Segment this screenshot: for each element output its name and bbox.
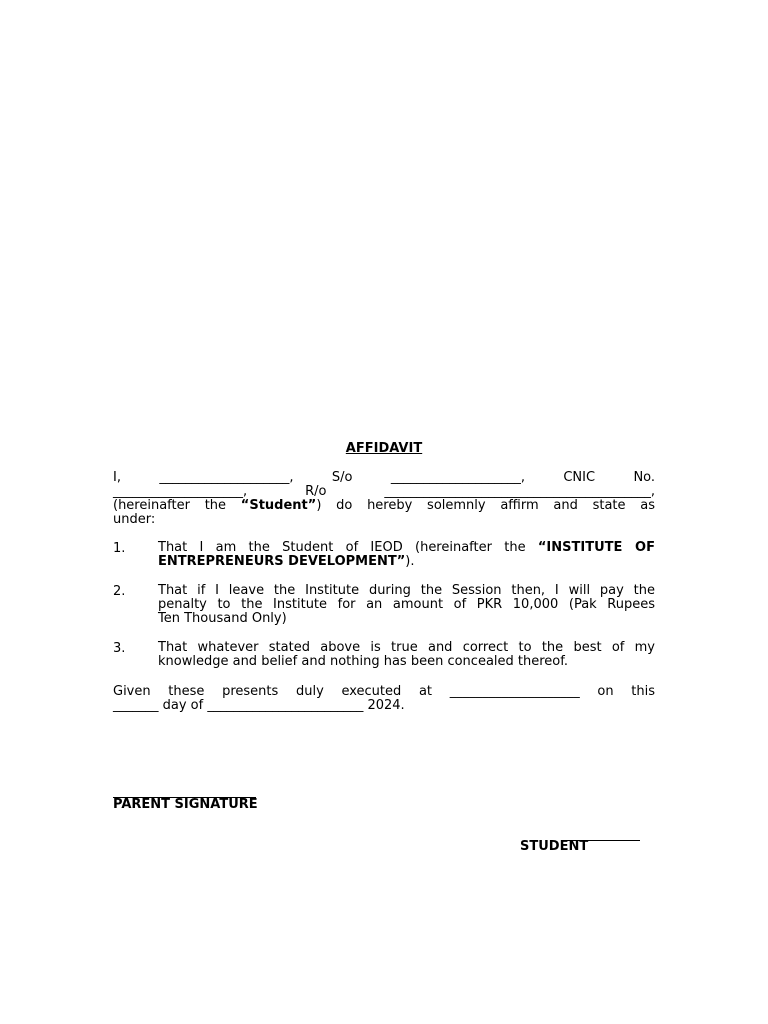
item-text-3: [158, 641, 655, 669]
given-line-1: Given these presents duly executed at ____________________ on this: [113, 684, 655, 699]
item-number-2: 2.: [113, 584, 126, 599]
intro-line-2: [113, 484, 655, 499]
item-1-line-2: [158, 555, 655, 569]
item-2-line-1: That if I leave the Institute during the Session then, I will pay the: [158, 583, 655, 598]
item-1-line-1: [158, 541, 655, 555]
institute-term: “INSTITUTE OF: [537, 540, 655, 555]
institute-term: ENTREPRENEURS DEVELOPMENT”: [158, 554, 406, 570]
intro-line-3: [113, 498, 655, 513]
intro-text: S/o: [331, 470, 353, 485]
parent-signature-label: PARENT SIGNATURE: [113, 797, 258, 812]
intro-text: CNIC: [563, 470, 596, 485]
intro-line-3-text: [113, 498, 655, 513]
address-blank: _________________________________________,: [384, 484, 655, 499]
intro-text: ) do hereby solemnly affirm and state as: [316, 498, 655, 513]
student-term: “Student”: [240, 498, 317, 513]
item-3-line-2: knowledge and belief and nothing has been concealed thereof.: [158, 654, 569, 670]
intro-text: No.: [633, 470, 656, 485]
item-text-2: [158, 584, 655, 627]
item-2-line-3: Ten Thousand Only): [158, 611, 287, 627]
item-3-line-1: That whatever stated above is true and correct to the best of my: [158, 640, 655, 655]
intro-line-1: [113, 470, 655, 485]
item-number-1: 1.: [113, 541, 126, 556]
intro-text: (hereinafter the: [113, 498, 241, 513]
intro-text: R/o: [305, 484, 327, 499]
document-title: AFFIDAVIT: [345, 441, 423, 456]
item-number-3: 3.: [113, 641, 126, 656]
intro-line-4: under:: [113, 512, 156, 527]
intro-text: I,: [113, 470, 121, 485]
given-line-2: _______ day of ________________________ 2024.: [113, 698, 405, 713]
item-text: That I am the Student of IEOD (hereinafter the: [158, 540, 538, 555]
name-blank: ____________________,: [159, 470, 294, 485]
item-2-line-2: penalty to the Institute for an amount of PKR 10,000 (Pak Rupees: [158, 597, 655, 613]
student-signature-label: STUDENT: [520, 839, 589, 854]
father-name-blank: ____________________,: [390, 470, 525, 485]
cnic-blank: ____________________,: [113, 484, 248, 499]
item-text-1: [158, 541, 655, 569]
item-text: ).: [405, 554, 415, 570]
